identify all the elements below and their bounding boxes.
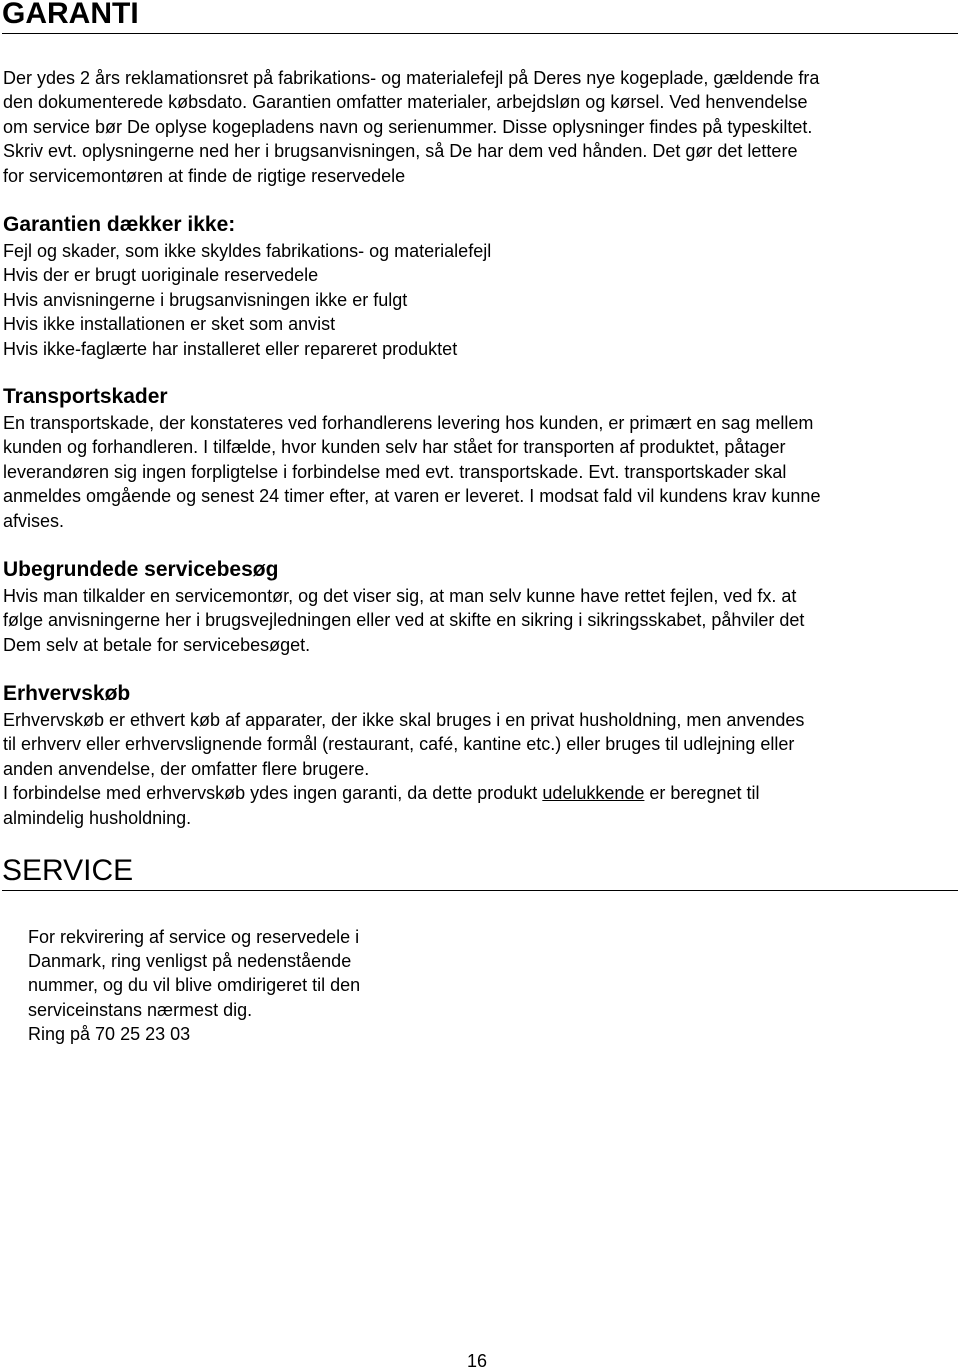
list-item: Hvis ikke installationen er sket som anvist bbox=[3, 314, 336, 335]
intro-line: Der ydes 2 års reklamationsret på fabrikations- og materialefejl på Deres nye kogeplade, gældende fra bbox=[3, 68, 820, 88]
intro-line: Skriv evt. oplysningerne ned her i brugsanvisningen, så De har dem ved hånden. Det gør det lettere bbox=[3, 141, 798, 162]
list-item: Hvis der er brugt uoriginale reservedele bbox=[3, 265, 319, 286]
commercial-text bbox=[3, 708, 958, 830]
page-number: 16 bbox=[467, 1351, 488, 1371]
service-line: For rekvirering af service og reservedele i bbox=[28, 927, 360, 947]
text-line: Dem selv at betale for servicebesøget. bbox=[3, 634, 311, 655]
service-rule bbox=[2, 890, 958, 891]
garanti-intro bbox=[3, 66, 958, 188]
text-line: til erhverv eller erhvervslignende formål (restaurant, café, kantine etc.) eller bruges til udlejning eller bbox=[3, 734, 795, 755]
commercial-heading: Erhvervskøb bbox=[3, 682, 131, 705]
text-line: anmeldes omgående og senest 24 timer efter, at varen er leveret. I modsat fald vil kundens krav kunne bbox=[3, 486, 821, 507]
garanti-title: GARANTI bbox=[2, 0, 139, 30]
service-line: nummer, og du vil blive omdirigeret til den bbox=[28, 975, 361, 996]
unfounded-heading: Ubegrundede servicebesøg bbox=[3, 558, 279, 581]
underlined-word: udelukkende bbox=[542, 783, 645, 804]
text-line: Hvis man tilkalder en servicemontør, og det viser sig, at man selv kunne have rettet fejlen, ved fx. at bbox=[3, 586, 797, 606]
text-line: leverandøren sig ingen forpligtelse i forbindelse med evt. transportskade. Evt. transportskader skal bbox=[3, 461, 787, 482]
list-item: Hvis ikke-faglærte har installeret eller repareret produktet bbox=[3, 338, 458, 359]
intro-line: den dokumenterede købsdato. Garantien omfatter materialer, arbejdsløn og kørsel. Ved henvendelse bbox=[3, 92, 808, 113]
text-segment: I forbindelse med erhvervskøb ydes ingen garanti, da dette produkt bbox=[3, 783, 543, 804]
text-line: kunden og forhandleren. I tilfælde, hvor kunden selv har stået for transporten af produktet, påtager bbox=[3, 437, 786, 458]
intro-line: om service bør De oplyse kogepladens navn og serienummer. Disse oplysninger findes på typeskiltet. bbox=[3, 116, 813, 137]
text-line: anden anvendelse, der omfatter flere brugere. bbox=[3, 758, 370, 779]
text-line: følge anvisningerne her i brugsvejledningen eller ved at skifte en sikring i sikringsskabet, påhviler det bbox=[3, 610, 805, 631]
service-info bbox=[28, 925, 448, 1046]
list-item: Fejl og skader, som ikke skyldes fabrikations- og materialefejl bbox=[3, 241, 492, 261]
title-rule bbox=[2, 33, 958, 34]
coverage-list bbox=[3, 239, 958, 361]
transport-heading: Transportskader bbox=[3, 385, 168, 408]
intro-line: for servicemontøren at finde de rigtige reservedele bbox=[3, 165, 406, 186]
text-line: En transportskade, der konstateres ved forhandlerens levering hos kunden, er primært en sag mellem bbox=[3, 413, 814, 433]
service-line: serviceinstans nærmest dig. bbox=[28, 999, 253, 1020]
text-line: afvises. bbox=[3, 510, 65, 531]
list-item: Hvis anvisningerne i brugsanvisningen ikke er fulgt bbox=[3, 289, 408, 310]
text-line bbox=[3, 781, 958, 805]
unfounded-text bbox=[3, 584, 958, 657]
service-phone: Ring på 70 25 23 03 bbox=[28, 1023, 191, 1044]
service-line: Danmark, ring venligst på nedenstående bbox=[28, 951, 352, 972]
text-segment: er beregnet til bbox=[644, 783, 760, 804]
text-line: almindelig husholdning. bbox=[3, 807, 192, 828]
transport-text bbox=[3, 411, 958, 533]
service-title: SERVICE bbox=[2, 854, 134, 887]
text-line: Erhvervskøb er ethvert køb af apparater, der ikke skal bruges i en privat husholdning, men anvendes bbox=[3, 710, 805, 730]
coverage-heading: Garantien dækker ikke: bbox=[3, 213, 236, 236]
